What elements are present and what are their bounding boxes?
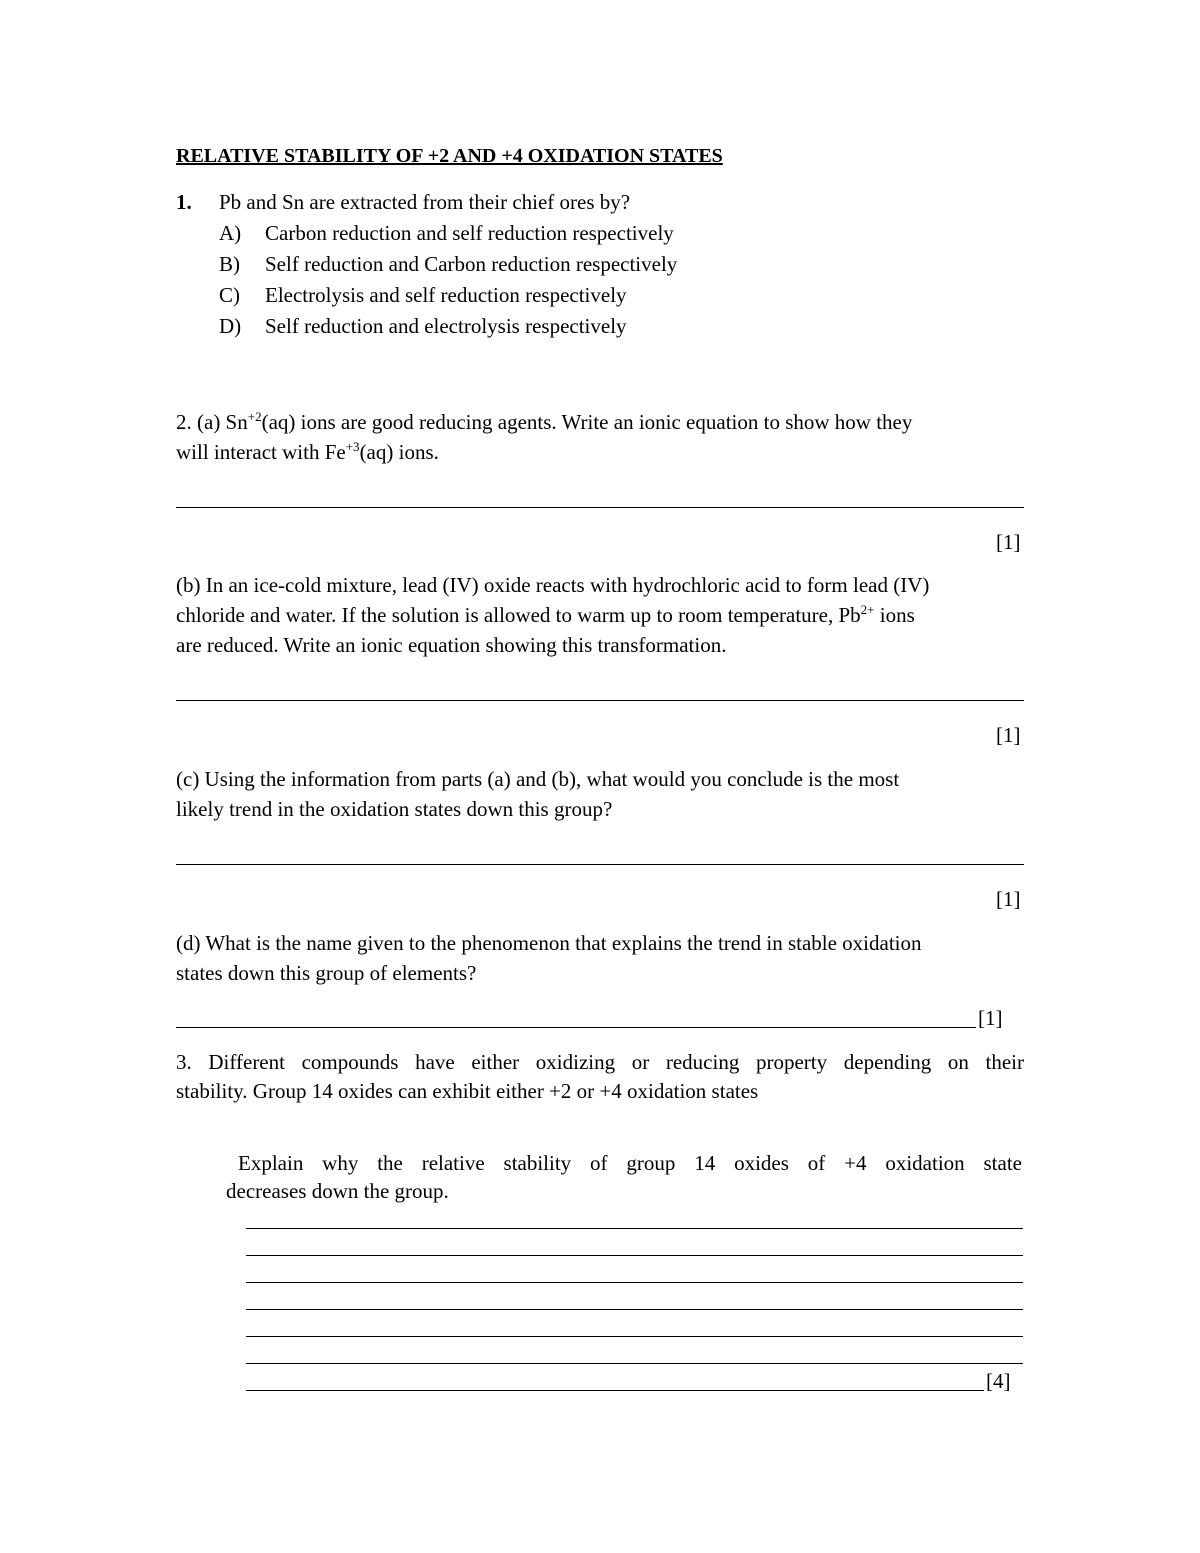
q1-option-text: Self reduction and Carbon reduction respectively [265, 252, 678, 276]
q3-answer-line[interactable] [246, 1363, 1023, 1364]
q2a-line2 [176, 439, 439, 464]
q2a-sup-sn: +2 [247, 409, 262, 424]
q2d-line2: states down this group of elements? [176, 961, 477, 985]
q1-number: 1. [176, 190, 192, 214]
q3-answer-line[interactable] [246, 1255, 1023, 1256]
q3-marks: [4] [986, 1369, 1011, 1393]
q2b-answer-line[interactable] [176, 700, 1024, 701]
q3-answer-line[interactable] [246, 1282, 1023, 1283]
q2c-line2: likely trend in the oxidation states down this group? [176, 797, 613, 821]
q2a-pre: 2. (a) Sn [176, 410, 248, 434]
q1-option-letter: A) [219, 221, 242, 245]
q2c-line1: (c) Using the information from parts (a) and (b), what would you conclude is the most [176, 767, 900, 791]
q3-answer-line[interactable] [246, 1228, 1023, 1229]
q2b-marks: [1] [996, 723, 1021, 747]
q3-line1: 3. Different compounds have either oxidizing or reducing property depending on their [176, 1050, 1024, 1074]
q2b-line2-pre: chloride and water. If the solution is allowed to warm up to room temperature, Pb [176, 603, 861, 627]
q2c-marks: [1] [996, 887, 1021, 911]
q2d-line1: (d) What is the name given to the phenomenon that explains the trend in stable oxidation [176, 931, 922, 955]
q2b-line1: (b) In an ice-cold mixture, lead (IV) oxide reacts with hydrochloric acid to form lead (IV) [176, 573, 930, 597]
q1-option-text: Carbon reduction and self reduction respectively [265, 221, 674, 245]
q3-answer-line[interactable] [246, 1336, 1023, 1337]
q2b-line2 [176, 602, 915, 627]
q2a-line2-post: (aq) ions. [359, 440, 439, 464]
q3-answer-line[interactable] [246, 1309, 1023, 1310]
q2a-answer-line[interactable] [176, 507, 1024, 508]
q1-option-text: Electrolysis and self reduction respectively [265, 283, 627, 307]
q2a-marks: [1] [996, 530, 1021, 554]
q2b-line2-post: ions [874, 603, 915, 627]
q3-answer-line[interactable] [246, 1390, 984, 1391]
q1-option-text: Self reduction and electrolysis respectively [265, 314, 627, 338]
q3-line2: stability. Group 14 oxides can exhibit either +2 or +4 oxidation states [176, 1079, 759, 1103]
q2d-answer-line[interactable] [176, 1027, 976, 1028]
q1-option-letter: B) [219, 252, 240, 276]
q2b-line3: are reduced. Write an ionic equation showing this transformation. [176, 633, 727, 657]
q1-option-letter: C) [219, 283, 240, 307]
q2c-answer-line[interactable] [176, 864, 1024, 865]
q2a-line2-pre: will interact with Fe [176, 440, 346, 464]
q3-prompt-line1: Explain why the relative stability of group 14 oxides of +4 oxidation state [238, 1151, 1022, 1175]
q2a-mid: (aq) ions are good reducing agents. Write an ionic equation to show how they [261, 410, 913, 434]
q2d-marks: [1] [978, 1006, 1003, 1030]
q2b-sup-pb: 2+ [860, 602, 875, 617]
page-title: RELATIVE STABILITY OF +2 AND +4 OXIDATION STATES [176, 145, 723, 167]
q3-prompt-line2: decreases down the group. [226, 1179, 449, 1203]
q1-text: Pb and Sn are extracted from their chief ores by? [219, 190, 631, 214]
q2a-sup-fe: +3 [345, 439, 360, 454]
q2a-line1 [176, 409, 913, 434]
q1-option-letter: D) [219, 314, 242, 338]
